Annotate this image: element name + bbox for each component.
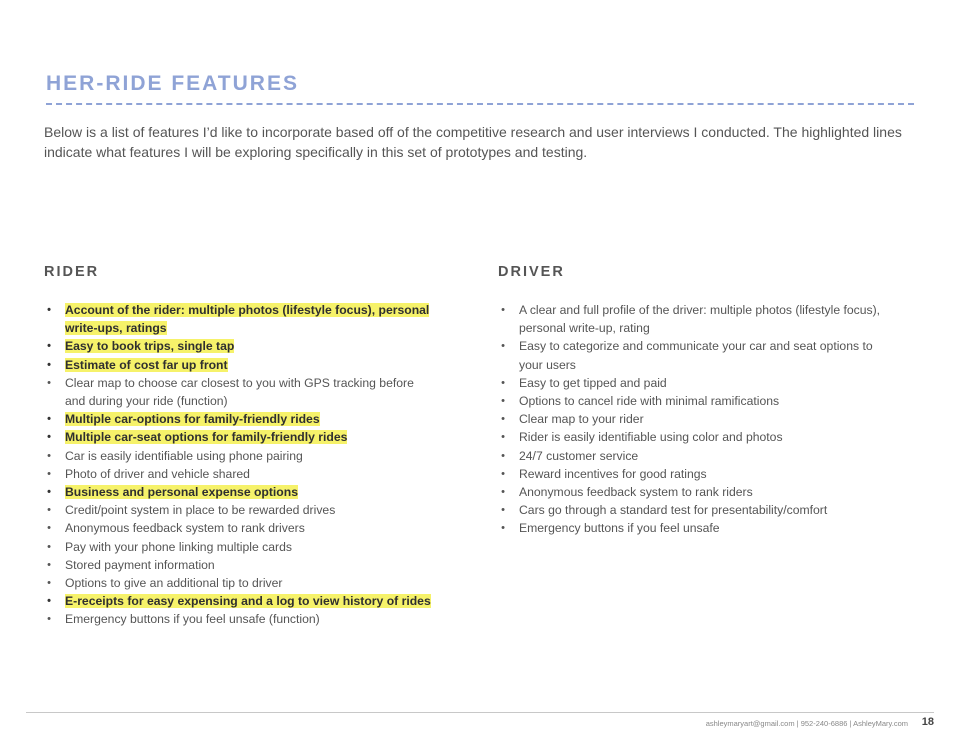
feature-item [498, 301, 888, 337]
feature-item-text: Anonymous feedback system to rank riders [519, 485, 753, 500]
bullet-icon: • [47, 540, 51, 553]
feature-item-text: A clear and full profile of the driver: multiple photos (lifestyle focus), personal write-up, rating [519, 303, 881, 336]
bullet-icon: • [47, 340, 51, 353]
bullet-icon: • [501, 395, 505, 408]
feature-item-text: Options to cancel ride with minimal ramifications [519, 394, 780, 409]
bullet-icon: • [501, 304, 505, 316]
feature-item [44, 356, 434, 374]
bullet-icon: • [47, 522, 51, 535]
page-number: 18 [921, 716, 934, 728]
bullet-icon: • [501, 486, 505, 499]
feature-item-text: Anonymous feedback system to rank drivers [65, 521, 305, 536]
feature-item-text: 24/7 customer service [519, 448, 639, 463]
bullet-icon: • [47, 577, 51, 590]
driver-feature-list [498, 301, 888, 538]
footer-contact: ashleymaryart@gmail.com | 952-240-6886 | AshleyMary.com [705, 719, 908, 728]
bullet-icon: • [501, 467, 505, 480]
feature-item [44, 592, 434, 610]
feature-item-text: Pay with your phone linking multiple cards [65, 539, 292, 554]
feature-item [44, 447, 434, 465]
feature-item [44, 465, 434, 483]
bullet-icon: • [47, 413, 51, 426]
bullet-icon: • [501, 413, 505, 426]
bullet-icon: • [501, 376, 505, 389]
feature-item [44, 538, 434, 556]
feature-item [44, 501, 434, 519]
rider-feature-list [44, 301, 434, 629]
feature-item [498, 519, 888, 537]
bullet-icon: • [47, 431, 51, 444]
page-title: HER-RIDE FEATURES [46, 72, 299, 95]
footer-divider [26, 712, 934, 713]
bullet-icon: • [47, 595, 51, 608]
feature-item [44, 556, 434, 574]
bullet-icon: • [501, 340, 505, 353]
driver-heading: DRIVER [498, 264, 565, 280]
feature-item [44, 337, 434, 355]
feature-item-text: Account of the rider: multiple photos (lifestyle focus), personal write-ups, ratings [65, 303, 430, 336]
feature-item [498, 501, 888, 519]
feature-item-text: Emergency buttons if you feel unsafe (function) [65, 612, 320, 627]
feature-item-text: Multiple car-seat options for family-friendly rides [65, 430, 348, 445]
feature-item [498, 374, 888, 392]
rider-heading: RIDER [44, 264, 100, 280]
feature-item-text: Easy to get tipped and paid [519, 375, 667, 390]
bullet-icon: • [47, 376, 51, 389]
bullet-icon: • [47, 504, 51, 517]
bullet-icon: • [47, 449, 51, 462]
feature-item [44, 483, 434, 501]
feature-item [44, 410, 434, 428]
feature-item-text: Reward incentives for good ratings [519, 466, 707, 481]
feature-item-text: Estimate of cost far up front [65, 357, 228, 372]
feature-item [498, 447, 888, 465]
bullet-icon: • [47, 304, 51, 316]
feature-item-text: Options to give an additional tip to driver [65, 576, 283, 591]
bullet-icon: • [501, 431, 505, 444]
feature-item [498, 410, 888, 428]
feature-item [498, 392, 888, 410]
feature-item-text: Emergency buttons if you feel unsafe [519, 521, 720, 536]
feature-item-text: Credit/point system in place to be rewarded drives [65, 503, 336, 518]
feature-item-text: Clear map to choose car closest to you with GPS tracking before and during your ride (function) [65, 375, 414, 409]
feature-item-text: Car is easily identifiable using phone pairing [65, 448, 303, 463]
bullet-icon: • [47, 613, 51, 626]
feature-item-text: Business and personal expense options [65, 485, 298, 500]
feature-item-text: Cars go through a standard test for presentability/comfort [519, 503, 828, 518]
feature-item-text: Easy to categorize and communicate your car and seat options to your users [519, 339, 873, 372]
feature-item [44, 519, 434, 537]
bullet-icon: • [47, 467, 51, 480]
bullet-icon: • [47, 358, 51, 371]
feature-item-text: E-receipts for easy expensing and a log to view history of rides [65, 594, 431, 609]
feature-item-text: Stored payment information [65, 557, 215, 572]
feature-item [44, 428, 434, 446]
feature-item [44, 301, 434, 337]
feature-item-text: Multiple car-options for family-friendly rides [65, 412, 320, 427]
feature-item-text: Rider is easily identifiable using color and photos [519, 430, 783, 445]
feature-item [44, 374, 434, 410]
feature-item [498, 465, 888, 483]
feature-item [44, 574, 434, 592]
bullet-icon: • [47, 486, 51, 499]
feature-item-text: Clear map to your rider [519, 412, 644, 427]
feature-item [498, 428, 888, 446]
intro-paragraph: Below is a list of features I’d like to incorporate based off of the competitive research and user interviews I conducted. The highlighted lines indicate what features I will be exploring specifically in this set of prototypes and testing. [44, 124, 902, 160]
bullet-icon: • [47, 558, 51, 571]
feature-item-text: Photo of driver and vehicle shared [65, 466, 250, 481]
bullet-icon: • [501, 449, 505, 462]
bullet-icon: • [501, 522, 505, 535]
feature-item [498, 337, 888, 373]
title-divider [46, 103, 914, 105]
feature-item [44, 610, 434, 628]
feature-item-text: Easy to book trips, single tap [65, 339, 235, 354]
bullet-icon: • [501, 504, 505, 517]
feature-item [498, 483, 888, 501]
